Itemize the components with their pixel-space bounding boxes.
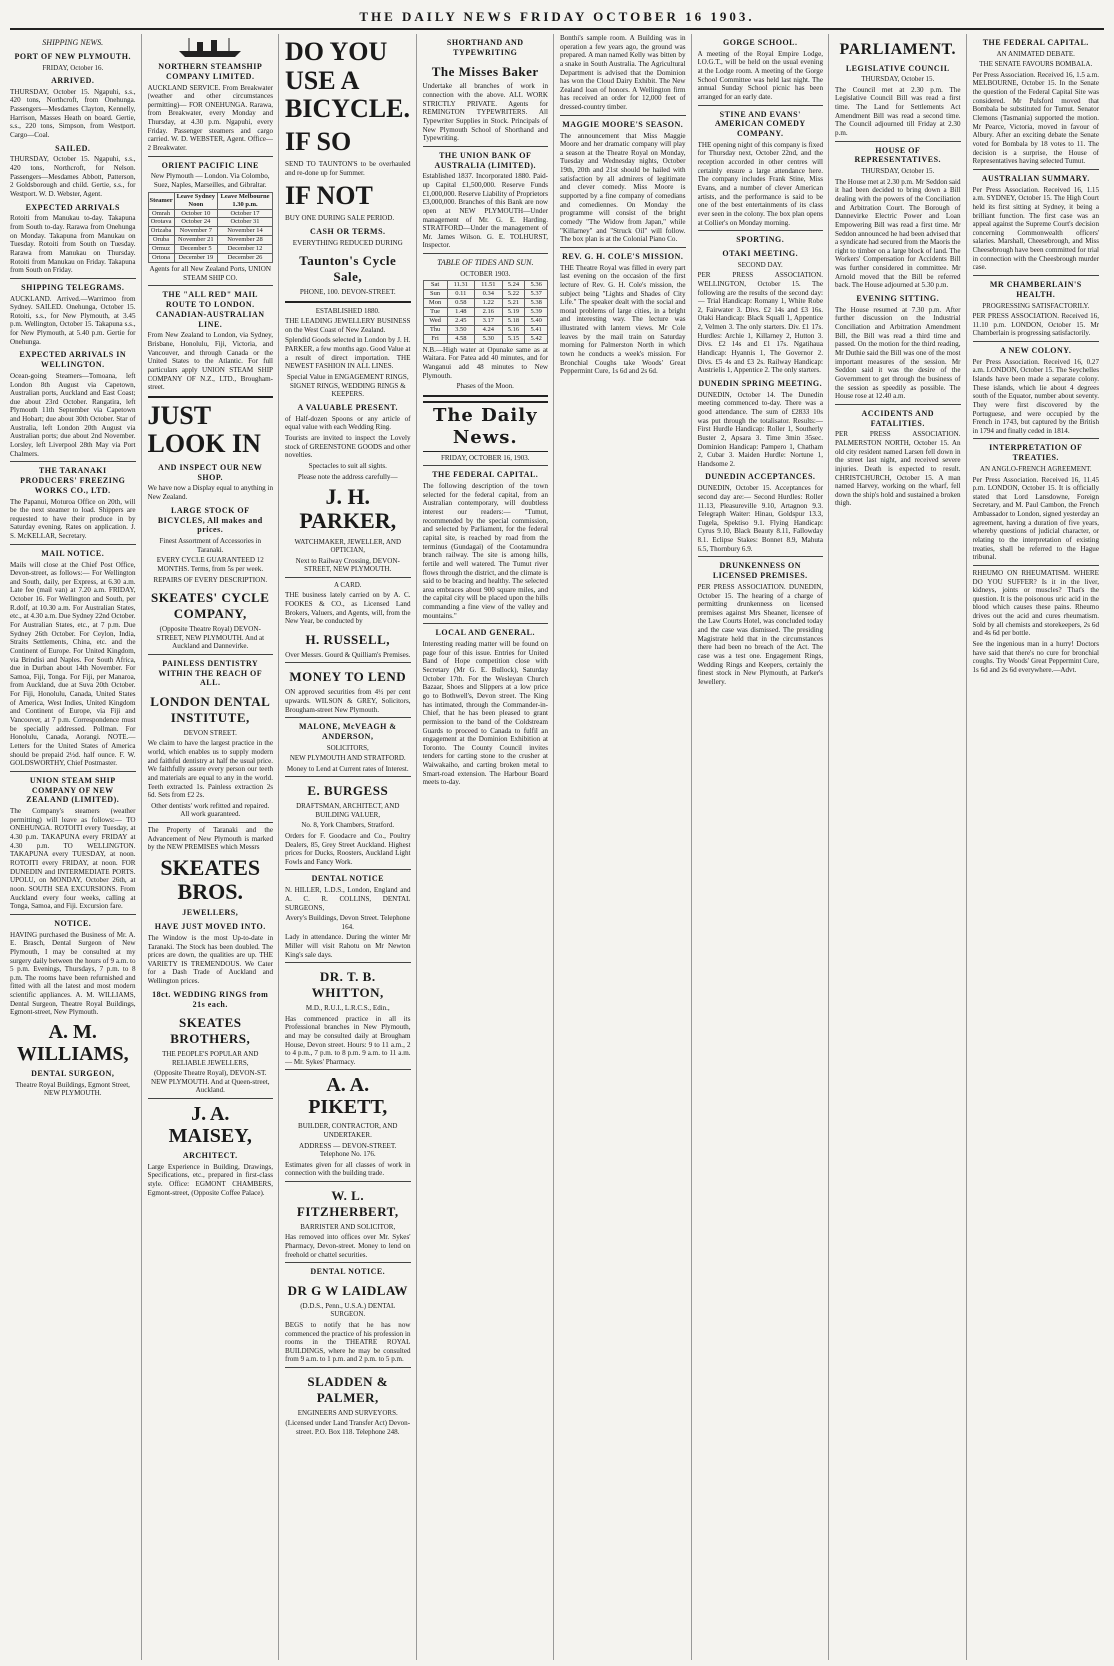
ldi-notice: Other dentists' work refitted and repaired. All work guaranteed. <box>151 801 270 819</box>
skb2-address: (Opposite Theatre Royal), DEVON-ST. NEW PLYMOUTH. And at Queen-street, Auckland. <box>150 1069 270 1095</box>
tides-cell: 3.17 <box>475 317 502 326</box>
jil-sub: AND INSPECT OUR NEW SHOP. <box>158 462 263 482</box>
taunton-sale: Taunton's Cycle Sale, <box>299 253 397 285</box>
spectacles-line: Spectacles to suit all sights. <box>308 461 387 470</box>
ifso-body: SEND TO TAUNTON'S to be overhauled and re-done up for Summer. <box>285 160 411 178</box>
divider <box>698 230 824 231</box>
skb2-name: SKEATES BROTHERS, <box>170 1015 251 1047</box>
sailing-row <box>148 209 273 218</box>
whitton-name: DR. T. B. WHITTON, <box>311 969 384 1001</box>
laidlaw-name: DR G W LAIDLAW <box>287 1283 408 1298</box>
card-body: THE business lately carried on by A. C. FOOKES & CO., as Licensed Land Brokers, Valuers, and Agents, will, from the New Year, be conducted by <box>285 591 411 626</box>
skb-body: The Window is the most Up-to-date in Taranaki. The Stock has been doubled. The prices are down, the qualities are up. THE VARIETY IS TREMENDOUS. We Cater for a Dash Trade of Auckland and Wellington prices. <box>147 933 273 986</box>
fitz-body: Has removed into offices over Mr. Sykes' Pharmacy, Devon-street. Money to lend on freehold or chattel securities. <box>285 1233 411 1259</box>
tides-cell: 5.42 <box>525 334 548 343</box>
sailing-cell: Ortona <box>148 254 174 263</box>
tides-cell: Wed <box>423 317 447 326</box>
cash-terms: CASH OR TERMS. <box>309 226 386 236</box>
tides-cell: Mon <box>423 299 447 308</box>
divider <box>285 717 411 718</box>
union-bank-body: Established 1837. Incorporated 1880. Paid-up Capital £1,500,000. Reserve Funds £1,000,000. Reserve Liability of Proprietors £3,000,000. Branches of this Bank are now open at NEW PLYMOUTH—Under management of Mr. G. E. Harding. STRATFORD—Under the management of Mr. James Wilson. G. E. TOLHURST, Inspector. <box>422 172 548 250</box>
skeates-cycle-name: SKEATES' CYCLE COMPANY, <box>151 590 270 622</box>
tides-cell: 5.18 <box>502 317 525 326</box>
maggie-heading: MAGGIE MOORE'S SEASON. <box>562 119 684 129</box>
baker-body: Undertake all branches of work in connection with the above. ALL WORK STRICTLY PRIVATE. Agents for REMINGTON TYPEWRITERS. All Typewriter Supplies in Stock. Principals of New Plymouth School of Shorthand and Typewriting. <box>422 82 548 143</box>
laidlaw-body: BEGS to notify that he has now commenced the practice of his profession in rooms in the THEATRE ROYAL BUILDINGS, where he may be consulted from 9 a.m. to 1 p.m. and 2 p.m. to 5 p.m. <box>285 1320 411 1364</box>
telegrams-heading: SHIPPING TELEGRAMS. <box>21 282 125 292</box>
council-body: The Council met at 2.30 p.m. The Legislative Council Bill was read a first time. The Land for Settlements Act Amendment Bill was read a second time. The Council adjourned till Friday at 2.30 p.m. <box>835 85 961 137</box>
divider <box>423 465 549 466</box>
tides-row <box>423 334 548 343</box>
skb-name: SKEATES BROS. <box>160 855 261 905</box>
taunton-address: PHONE, 100. DEVON-STREET. <box>299 288 396 296</box>
sailing-cell: October 31 <box>218 218 273 227</box>
notice-text: HAVING purchased the Business of Mr. A. E. Brasch, Dental Surgeon of New Plymouth, I may be consulted at my surgery daily between the hours of 9 a.m. to 5 p.m. Evenings, Thursdays, 7 p.m. to 8 p.m. The rooms have been refurnished and fitted with all the latest and most modern scientific appliances. A. M. WILLIAMS, Dental Surgeon, Theatre Royal Buildings, Egmont-street, New Plymouth. <box>10 930 136 1017</box>
sailing-cell: November 7 <box>174 227 217 236</box>
tides-month: OCTOBER 1903. <box>460 269 511 278</box>
divider <box>698 556 824 557</box>
divider <box>285 776 411 777</box>
divider <box>835 404 961 405</box>
nssco-text: AUCKLAND SERVICE. From Breakwater (weather and other circumstances permitting)— FOR ONEHUNGA. Rarawa, from Breakwater, every Monday and Thursday, at 4.30 p.m. Ngapuhi, every Friday. Passenger steamers and cargo carried. W. D. WEBSTER, Agent. Office—2 Breakwater. <box>147 83 273 152</box>
stine-body: THE opening night of this company is fixed for Thursday next, October 22nd, and the reception accorded in other centres will certainly ensure a large attendance here. The company includes Frank Stine, Miss Evans, and a number of clever American artists, and the performance is said to be one of the best entertainments of its class ever seen in the colony. The box plan opens at Collier's on Monday morning. <box>697 140 823 227</box>
tides-heading: TABLE OF TIDES AND SUN. <box>437 258 534 268</box>
daily-news-date: FRIDAY, OCTOBER 16, 1903. <box>440 453 530 462</box>
federal-heading: THE FEDERAL CAPITAL. <box>432 470 539 480</box>
divider <box>148 396 274 398</box>
tides-cell: 5.36 <box>525 281 548 290</box>
otaki-heading: OTAKI MEETING. <box>722 249 799 258</box>
tides-cell: 2.45 <box>447 317 474 326</box>
chamberlain-body: PER PRESS ASSOCIATION. Received 16, 11.10 p.m. LONDON, October 15. Mr Chamberlain is progressing satisfactorily. <box>972 312 1099 338</box>
tides-row <box>423 290 548 299</box>
freezing-text: The Papanui, Moturoa Office on 20th, will be the next steamer to load. Shippers are requested to have their produce in by Saturday evening. Rates on application. J. S. McKELLAR, Secretary. <box>10 497 136 541</box>
tides-cell: 0.58 <box>447 299 474 308</box>
ifnot-heading: IF NOT <box>285 180 373 210</box>
wellington-text: Ocean-going Steamers—Tomoana, left London 8th August via Capetown, Australian ports, Auckland and East Coast; due about 23rd October. Rangatira, left Plymouth 11th September via Capetown and Hobart; due about 30th October. Star of Australia, left London 20th August via Australian ports; due about 2nd November. Lorsley, left Liverpool 28th May via Port Chalmers. <box>10 371 136 458</box>
ifso-heading: IF SO <box>285 126 352 156</box>
mail-text: Mails will close at the Chief Post Office, Devon-street, as follows:— For Wellington and South, daily, per Express, at 6.30 a.m. Late fee (mail van) at 7.20 a.m. FRIDAY, October 16. For Wellington and South, per R.dolf, at 10.30 a.m. For Australian States, etc., at 4.30 a.m. Due Sydney 22nd October. For Australian States, etc., at 7 p.m. Due Sydney 26th October. For Ceylon, India, Straits Settlements, China, etc. and the Continent of Europe. For United Kingdom, via Brindisi and Naples. For South Africa, due in Durban about 14th November. For Samoa, Fiji, Tonga. For Fiji, per Manaroa, from Auckland, due at Suva 20th October. For Fiji, Honolulu, Canada, United States of America, West Indies, United Kingdom and Continent of Europe, via Fiji and Vancouver, at 7 p.m. Correspondence must be specially addressed. Pollman. For Honolulu, Canada, Aorangi. NOTE.—Letters for the United States of America should be prepaid 2½d. half ounce. F. W. GOLDSWORTHY, Chief Postmaster. <box>10 560 136 768</box>
sailing-cell: Leave Melbourne 1.30 p.m. <box>218 192 273 209</box>
tides-cell: 5.38 <box>525 299 548 308</box>
parker-intro: THE LEADING JEWELLERY BUSINESS on the West Coast of New Zealand. <box>285 317 411 334</box>
williams-name: A. M. WILLIAMS, <box>16 1020 129 1065</box>
divider <box>973 169 1100 170</box>
tides-cell: 5.15 <box>502 334 525 343</box>
divider <box>10 544 136 545</box>
repairs-line: REPAIRS OF EVERY DESCRIPTION. <box>153 575 268 584</box>
ldi-address: DEVON STREET. <box>183 728 237 737</box>
tides-cell: 11.31 <box>447 281 474 290</box>
tides-cell: 1.22 <box>475 299 502 308</box>
hiller-address: Avery's Buildings, Devon Street. Telephone 164. <box>285 914 410 931</box>
sailing-cell: Steamer <box>148 192 174 209</box>
parliament-heading: PARLIAMENT. <box>839 41 956 58</box>
sladden-sub: ENGINEERS AND SURVEYORS. <box>297 1408 398 1417</box>
aus-summary-body: Per Press Association. Received 16, 1.15 a.m. SYDNEY, October 15. The High Court held its first sitting at Sydney, it being a brilliant function. The first case was an appeal against the Supreme Court's decision concerning Commonwealth officers' salaries. Marshall, Cheesebrough, and Miss Cheesebrough have been committed for trial in connection with the Cheesbrough murder case. <box>972 185 1099 272</box>
sailing-cell: November 14 <box>218 227 273 236</box>
baker-name: The Misses Baker <box>431 63 539 79</box>
parker-address: Next to Railway Crossing, DEVON-STREET, NEW PLYMOUTH. <box>295 556 400 574</box>
wedding-rings-line: 18ct. WEDDING RINGS from 21s each. <box>152 989 269 1009</box>
gorge-heading: GORGE SCHOOL. <box>722 38 798 47</box>
federal-body: The following description of the town selected for the federal capital, from an Australian contemporary, will doubtless interest our readers:— "Tumut, recommended by the special commission, and selected by Parliament, for the federal capital site, is reached by road from the terminus (Gundagai) of the Cootamundra branch railway. The site is among hills, fertile and well watered. The Tumut river flows through the district, and the climate is said to be bracing and healthy. The selected area embraces about 900 square miles, and the capital city will be placed upon the hills commanding a fine view of the valley and mountains." <box>422 482 548 620</box>
guarantee-line: EVERY CYCLE GUARANTEED 12 MONTHS. Terms, from 5s per week. <box>156 556 264 573</box>
divider <box>423 623 549 624</box>
laidlaw-heading: DENTAL NOTICE. <box>310 1267 386 1277</box>
sailing-cell: Omrah <box>148 209 174 218</box>
arrived-text: THURSDAY, October 15. Ngapuhi, s.s., 420 tons, Northcroft, from Onehunga. Passengers—Mesdames Clayton, Kennelly, Harrison, Masses Heath on board. Gertie, s.s., 220 tons, Simpson, from Westport. Cargo—Coal. <box>10 87 136 139</box>
fed-capital-body: Per Press Association. Received 16, 1.5 a.m. MELBOURNE, October 15. In the Senate the question of the Federal Capital Site was considered. Mr Pulsford moved that Bombala be substituted for Tumut. Senator Clemons (Tasmania) supported the motion. Mr Pearce, Victoria, moved in favour of Albury. After an exciting debate the Senate voted for Bombala by 18 votes to 11. The decision is a surprise, the House of Representatives having selected Tumut. <box>972 70 1099 166</box>
expected-heading: EXPECTED ARRIVALS <box>25 202 120 212</box>
parker-body: Splendid Goods selected in London by J. H. PARKER, a few months ago. Good Value at a result of direct importation. THE NEWEST FASHION IN ALL LINES. <box>285 336 411 371</box>
divider <box>285 662 411 663</box>
divider <box>560 115 686 116</box>
divider <box>698 105 824 106</box>
usco-text: The Company's steamers (weather permitting) will leave as follows:— TO ONEHUNGA. ROTOITI every Tuesday, at 4.30 p.m. TAKAPUNA every FRIDAY at 4.30 p.m. TO WELLINGTON. TAKAPUNA every TUESDAY, at noon. ROTOITI every FRIDAY, at noon. FOR DUNEDIN and INTERMEDIATE PORTS. UPOLU, on MONDAY, October 26th, at noon. SOUTH SEA EXCURSIONS. From Auckland every four weeks, calling at Tonga, Samoa, and Fiji. Excursion fare. <box>10 807 136 911</box>
tides-cell: 4.24 <box>475 326 502 335</box>
tides-cell: 5.41 <box>525 326 548 335</box>
tides-table <box>423 280 549 343</box>
expected-text: Rotoiti from Manukau to-day. Takapuna from South to-day. Rarawa from Onehunga on Monday. Takapuna from Manukau on Tuesday. Rotoiti from South on Tuesday. Rarawa from Manukau on Thursday. Rotoiti from Manukau on Friday. Takapuna from South on Friday. <box>10 214 136 275</box>
burgess-sub: DRAFTSMAN, ARCHITECT, AND BUILDING VALUER, <box>296 802 400 819</box>
divider <box>285 1181 411 1182</box>
pikett-name: A. A. PIKETT, <box>308 1074 388 1119</box>
whitton-body: Has commenced practice in all its Professional branches in New Plymouth, and may be consulted daily at Brougham House, Devon street. Hours: 9 to 11 a.m., 2 to 4 p.m., 7 p.m. to 8 p.m. 9 a.m. to 11 a.m. — Mr. Sykes' Pharmacy. <box>285 1014 411 1066</box>
column-4 <box>423 34 555 1660</box>
mail-heading: MAIL NOTICE. <box>41 548 105 558</box>
freezing-heading: THE TARANAKI PRODUCERS' FREEZING WORKS CO., LTD. <box>20 466 126 495</box>
nssco-heading: NORTHERN STEAMSHIP COMPANY LIMITED. <box>158 62 263 81</box>
sailing-cell: Leave Sydney Noon <box>174 192 217 209</box>
column-5 <box>560 34 692 1660</box>
russell-name: H. RUSSELL, <box>305 631 391 647</box>
sailing-cell: October 17 <box>218 209 273 218</box>
daily-news-title: The Daily News. <box>423 401 549 452</box>
malone-name: MALONE, McVEAGH & ANDERSON, <box>298 722 397 742</box>
skb-moved: HAVE JUST MOVED INTO. <box>154 922 266 932</box>
burgess-address: No. 8, York Chambers, Stratford. <box>301 821 395 830</box>
accidents-heading: ACCIDENTS AND FATALITIES. <box>861 408 934 428</box>
divider <box>285 1069 411 1070</box>
address-note: Please note the address carefully— <box>297 472 398 481</box>
pikett-sub: BUILDER, CONTRACTOR, AND UNDERTAKER. <box>298 1122 398 1139</box>
sailed-heading: SAILED. <box>55 143 91 153</box>
chamberlain-sub: PROGRESSING SATISFACTORILY. <box>982 301 1090 310</box>
orient-text: New Plymouth — London. Via Colombo, Suez, Naples, Marseilles, and Gibraltar. <box>150 172 270 190</box>
treaties-body: Per Press Association. Received 16, 11.45 p.m. LONDON, October 15. It is officially stated that Lord Lansdowne, Foreign Secretary, and M. Paul Cambon, the French Ambassador to London, signed yesterday an agreement, having a duration of five years, whereby questions of judicial character, or relating to the interpretation of existing treaties, shall be referred to the Hague tribunal. <box>972 475 1099 562</box>
goodacre-text: Orders for F. Goodacre and Co., Poultry Dealers, 85, Grey Street Auckland. Highest prices for Ducks, Roosters, Auckland Light Fowls and Fancy Work. <box>285 831 411 866</box>
hiller-name: N. HILLER, L.D.S., London, England and A. C. R. COLLINS, DENTAL SURGEONS, <box>285 886 411 912</box>
tides-cell: Thu <box>423 326 447 335</box>
cole-body: THE Theatre Royal was filled in every part last evening on the occasion of the first lecture of Rev. G. H. Cole's mission, the subject being "Lights and Shades of City Life." The speaker dealt with the social and moral problems of large cities, in a bright and interesting way. The lecture was illustrated with lantern views. Mr Cole leaves by the mail train on Saturday morning for Palmerston North in which town he conducts a week's mission. For Bronchial Coughs take Woods' Great Peppermint Cure, 1s 6d and 2s 6d. <box>560 263 686 376</box>
tides-cell: 5.39 <box>525 308 548 317</box>
malone-body: Money to Lend at Current rates of Interest. <box>286 764 409 773</box>
dunedin-body: DUNEDIN, October 14. The Dunedin meeting commenced to-day. There was a good attendance. The sum of £2833 10s was put through the totalisator. Results:— First Hurdle Handicap: Roller 1, Southerly Buster 2, Apsara 3. Time 3min 35sec. Dominion Handicap: Pampero 1, Chatham 2, Cubar 3. Maiden Hurdle: Nortune 1, Handsome 2. <box>697 390 823 468</box>
present-body: of Half-dozen Spoons or any article of equal value with each Wedding Ring. <box>285 414 411 432</box>
divider <box>148 822 274 823</box>
house-date: THURSDAY, October 15. <box>861 167 935 176</box>
burgess-name: E. BURGESS <box>307 783 389 799</box>
divider <box>148 285 274 286</box>
divider <box>148 1098 274 1099</box>
divider <box>285 962 411 963</box>
divider <box>10 461 136 462</box>
column-1 <box>10 34 142 1660</box>
sailing-row <box>148 192 273 209</box>
fed-capital-sub: AN ANIMATED DEBATE. <box>996 49 1075 58</box>
sailing-row <box>148 254 273 263</box>
cpr-text: From New Zealand to London, via Sydney, Brisbane, Honolulu, Fiji, Victoria, and Vancouver, and through Canada or the United States to the Atlantic. For full particulars apply UNION STEAM SHIP COMPANY OF N.Z., LTD., Brougham-street. <box>147 331 273 392</box>
telegrams-text: AUCKLAND. Arrived.—Warrimoo from Sydney. SAILED. Onehunga, October 15. Rotoiti, s.s., for New Plymouth, at 3.45 p.m. Wellington, October 15. Takapuna s.s., for New Plymouth, at 5.40 p.m. Gertie for Onehunga. <box>10 294 136 346</box>
sailing-cell: December 5 <box>174 245 217 254</box>
ldi-name: LONDON DENTAL INSTITUTE, <box>150 694 271 725</box>
sailing-row <box>148 218 273 227</box>
sladden-name: SLADDEN & PALMER, <box>307 1374 389 1405</box>
malone-sub: SOLICITORS, <box>326 743 369 752</box>
column-3 <box>285 34 417 1660</box>
drunk-heading: DRUNKENNESS ON LICENSED PREMISES. <box>712 561 808 581</box>
tides-cell: 5.30 <box>475 334 502 343</box>
column-8 <box>973 34 1105 1660</box>
moon-heading: Phases of the Moon. <box>456 382 514 391</box>
gorge-body: A meeting of the Royal Empire Lodge, I.O.G.T., will be held on the usual evening at the Lodge room. A meeting of the Gorge School Committee was held last night. The annual Sunday School picnic has been arranged for an early date. <box>697 49 823 101</box>
sailing-cell: Orotava <box>148 218 174 227</box>
date-line: FRIDAY, October 16. <box>42 63 104 72</box>
tides-cell: 3.50 <box>447 326 474 335</box>
evening-body: The House resumed at 7.30 p.m. After further discussion on the Industrial Conciliation and Arbitration Amendment Bill, the Bill was read a third time and passed. On the motion for the third reading, Mr Duthie said the Bill was one of the most important measures of the session. Mr Seddon said it was the desire of the Government to get through the business of the session as speedily as possible. The House rose at 12.40 a.m. <box>835 305 961 401</box>
tides-cell: 5.16 <box>502 326 525 335</box>
skeates-address: (Opposite Theatre Royal) DEVON-STREET, NEW PLYMOUTH. And at Auckland and Dannevirke. <box>156 624 265 651</box>
tides-cell: 0.11 <box>447 290 474 299</box>
ldi-body: We claim to have the largest practice in the world, which enables us to supply modern and faithful dentistry at half the usual price. We faithfully assure every person our teeth and materials are equal to any in the world. Teeth extracted 1s. Painless extraction 2s 6d. Sets from £2 2s. <box>147 739 273 800</box>
sailing-cell: Oruba <box>148 236 174 245</box>
union-bank-heading: THE UNION BANK OF AUSTRALIA (LIMITED). <box>434 150 537 170</box>
sailing-row <box>148 227 273 236</box>
divider <box>10 771 136 772</box>
pikett-address: ADDRESS — DEVON-STREET. Telephone No. 176. <box>299 1141 397 1159</box>
tides-cell: 11.51 <box>475 281 502 290</box>
tides-cell: 5.21 <box>502 299 525 308</box>
masthead: THE DAILY NEWS FRIDAY OCTOBER 16 1903. <box>10 6 1104 30</box>
tides-cell: 5.37 <box>525 290 548 299</box>
tides-cell: 1.48 <box>447 308 474 317</box>
doyou-heading: DO YOU USE A BICYCLE. <box>285 37 410 124</box>
established-line: ESTABLISHED 1880. <box>315 306 380 315</box>
divider <box>285 301 411 303</box>
sailing-cell: Ormuz <box>148 245 174 254</box>
sailing-row <box>148 236 273 245</box>
aus-summary-heading: AUSTRALIAN SUMMARY. <box>981 173 1090 183</box>
tides-note: N.B.—High water at Opunake same as at Waitara. For Patea add 40 minutes, and for Wanganui add 48 minutes to New Plymouth. <box>422 345 548 380</box>
tides-cell: Sat <box>423 281 447 290</box>
skb2-sub: THE PEOPLE'S POPULAR AND RELIABLE JEWELLERS, <box>162 1049 259 1067</box>
acceptances-heading: DUNEDIN ACCEPTANCES. <box>705 472 816 482</box>
notice-heading: NOTICE. <box>54 918 92 928</box>
sailing-cell: October 10 <box>174 209 217 218</box>
money-heading: MONEY TO LEND <box>289 669 407 685</box>
shorthand-heading: SHORTHAND AND TYPEWRITING <box>446 38 524 57</box>
fed-capital-sub2: THE SENATE FAVOURS BOMBALA. <box>979 60 1093 69</box>
orient-footer: Agents for all New Zealand Ports, UNION STEAM SHIP CO. <box>149 265 272 282</box>
tides-cell: 0.34 <box>475 290 502 299</box>
columns <box>10 34 1104 1660</box>
jil-body: We have now a Display equal to anything in New Zealand. <box>147 484 274 502</box>
cpr-heading: THE "ALL RED" MAIL ROUTE TO LONDON. CANADIAN-AUSTRALIAN LINE. <box>155 290 265 329</box>
accidents-body: PER PRESS ASSOCIATION. PALMERSTON NORTH, October 15. An old city resident named Larsen fell down in the street last night, and received severe injuries. Death is expected to result. CHRISTCHURCH, October 15. A man named Harvey, working on the wharf, fell down the ship's hold and sustained a broken thigh. <box>835 430 961 508</box>
otaki-sub: SECOND DAY. <box>737 260 783 269</box>
fitz-sub: BARRISTER AND SOLICITOR, <box>300 1222 396 1231</box>
sporting-heading: SPORTING. <box>736 235 785 245</box>
ifnot-body: BUY ONE DURING SALE PERIOD. <box>285 214 395 223</box>
reduced-line: EVERYTHING REDUCED DURING <box>292 238 403 247</box>
tides-cell: Sun <box>423 290 447 299</box>
tides-row <box>423 317 548 326</box>
divider <box>285 1367 411 1368</box>
divider <box>148 156 274 157</box>
house-heading: HOUSE OF REPRESENTATIVES. <box>854 145 942 165</box>
treaties-heading: INTERPRETATION OF TREATIES. <box>989 443 1083 463</box>
maisey-body: Large Experience in Building, Drawings, Specifications, etc., prepared in first-class style. Office: EGMONT CHAMBERS, Egmont-street, (Opposite Coffee Palace). <box>147 1162 273 1197</box>
jil-heading: JUST LOOK IN <box>147 400 261 459</box>
tides-cell: 2.16 <box>475 308 502 317</box>
column-2 <box>148 34 280 1660</box>
sailing-cell: November 21 <box>174 236 217 245</box>
local-body: Interesting reading matter will be found on page four of this issue. Entries for United Band of Hope competition close with Secretary (Mr G. E. Bullock), Saturday October 17th. For the Wesleyan Church Bazaar, Shoes and Slippers at a low price go to Bothwell's, Devon street. The King has intimated, through the Commander-in-Chief, that he has been pleased to grant permission to the band of the Coldstream Guards to proceed to Canada to fulfil an engagement at the Dominion Exhibition at Toronto. The County Council invites tenders for carting stone to the crusher at Waiwakaiho, and carting broken metal to Smart-road extension. The Harbour Board meets to-day. <box>422 640 548 787</box>
cole-heading: REV. G. H. COLE'S MISSION. <box>562 251 684 261</box>
divider <box>285 577 411 578</box>
divider <box>285 1262 411 1263</box>
dental-heading: DENTAL NOTICE <box>311 874 384 884</box>
money-body: ON approved securities from 4½ per cent upwards. WILSON & GREY, Solicitors, Brougham-street New Plymouth. <box>285 688 411 714</box>
skb-intro: The Property of Taranaki and the Advancement of New Plymouth is marked by the NEW PREMISES which Messrs <box>147 826 273 852</box>
council-date: THURSDAY, October 15. <box>861 75 935 84</box>
tides-cell: 5.24 <box>502 281 525 290</box>
fitz-name: W. L. FITZHERBERT, <box>296 1188 399 1219</box>
sailing-cell: December 12 <box>218 245 273 254</box>
dental-address: Theatre Royal Buildings, Egmont Street, NEW PLYMOUTH. <box>15 1080 130 1098</box>
parker-sub: WATCHMAKER, JEWELLER, AND OPTICIAN, <box>294 537 402 555</box>
colony-body: Per Press Association. Received 16, 0.27 a.m. LONDON, October 15. The Seychelles Islands have been made a separate colony. These islands, which lie about 4 degrees south of the Equator, number about seventy. They were first discovered by the Portuguese, and were occupied by the French in 1743, but captured by the British in 1794 and finally ceded in 1814. <box>972 357 1099 435</box>
sailing-table <box>148 192 274 263</box>
dental-title: DENTAL SURGEON, <box>31 1068 115 1078</box>
sample-text: Bonthi's sample room. A Building was in operation a few years ago, the ground was prepared. A man named Kelly was bitten by a snake in South Australia. The Agricultural Department is advised that the Dominion has won the Cloud Dairy Exhibit. The New Zealand loan of honors. A Wellington firm has received an order for 12,000 feet of dressed-country timber. <box>560 34 686 112</box>
divider <box>10 278 136 279</box>
local-heading: LOCAL AND GENERAL. <box>435 628 535 638</box>
colony-heading: A NEW COLONY. <box>1000 345 1072 355</box>
evening-heading: EVENING SITTING. <box>856 294 940 303</box>
column-7 <box>835 34 967 1660</box>
section-title: SHIPPING NEWS. <box>42 38 104 47</box>
bicycles-line: LARGE STOCK OF BICYCLES, All makes and prices. <box>157 505 263 535</box>
acceptances-body: DUNEDIN, October 15. Acceptances for second day are:— Second Hurdles: Roller 11.13, Pleasureville 9.10, Artagnon 9.3. Telegraph Waiter: Hinau, Goldspur 13.3, Tugela, Spektiso 9.1. Flying Handicap: Cyrus 9.10, Black Beauty 8.11, Fallowday 8.1. Eclipse Stakes: Bonnet 8.9, Mahuta 6.5, Thornbury 6.9. <box>697 484 823 553</box>
drunk-body: PER PRESS ASSOCIATION. DUNEDIN, October 15. The hearing of a charge of permitting drunkenness on licensed premises against Mrs Sheaner, licensee of the Law Courts Hotel, was concluded today and the case was dismissed. The presiding Magistrate held that in the circumstances there had been no breach of the Act. The case was a test one. Engagement Rings, Wedding Rings and Keepers, certainly the finest stock in New Plymouth, at Parker's Jewellery. <box>697 582 823 686</box>
steamship-icon <box>175 36 245 58</box>
special-line: Special Value in ENGAGEMENT RINGS, SIGNET RINGS, WEDDING RINGS & KEEPERS. <box>286 373 409 399</box>
divider <box>973 438 1100 439</box>
card-heading: A CARD. <box>333 580 362 589</box>
divider <box>10 914 136 915</box>
rheumo-ad: RHEUMO ON RHEUMATISM. WHERE DO YOU SUFFER? Is it in the liver, kidneys, joints or muscles? That's the question. It is the poisonous uric acid in the blood which causes these pains. Rheumo drives out the acid and cures rheumatism. Sold by all chemists and storekeepers, 2s 6d and 4s 6d per bottle. <box>972 568 1099 638</box>
tides-row <box>423 308 548 317</box>
painless-heading: PAINLESS DENTISTRY WITHIN THE REACH OF ALL. <box>158 658 263 688</box>
stine-heading: STINE AND EVANS' AMERICAN COMEDY COMPANY. <box>714 109 806 139</box>
house-body: The House met at 2.30 p.m. Mr Seddon said it had been decided to bring down a Bill dealing with the powers of the Conciliation and Arbitration Court. The Borough of Dannevirke Electric Power and Loan Empowering Bill was read a first time. Mr Seddon announced he had been advised that a syndicate had secured from the Maoris the right to timber on a large block of land. The Workers' Compensation for Accidents Bill was further considered in committee. Mr Arnold moved that the Bill be referred back. The House adjourned at 5.30 p.m. <box>835 177 961 290</box>
skb-sub: JEWELLERS, <box>182 908 239 918</box>
sladden-address: (Licensed under Land Transfer Act) Devon-street. P.O. Box 118. Telephone 248. <box>285 1419 411 1437</box>
sailing-cell: December 19 <box>174 254 217 263</box>
divider <box>423 253 549 254</box>
divider <box>973 341 1100 342</box>
sailing-row <box>148 245 273 254</box>
russell-address: Over Messrs. Gourd & Quilliam's Premises. <box>285 650 411 659</box>
pikett-body: Estimates given for all classes of work in connection with the building trade. <box>285 1160 411 1178</box>
column-6 <box>698 34 830 1660</box>
treaties-sub: AN ANGLO-FRENCH AGREEMENT. <box>979 464 1092 473</box>
tides-cell: 5.40 <box>525 317 548 326</box>
arrived-heading: ARRIVED. <box>51 76 95 86</box>
divider <box>973 565 1100 566</box>
maisey-name: J. A. MAISEY, <box>168 1102 252 1147</box>
tides-cell: Fri <box>423 334 447 343</box>
present-heading: A VALUABLE PRESENT. <box>297 402 398 412</box>
usco-heading: UNION STEAM SHIP COMPANY OF NEW ZEALAND (LIMITED). <box>26 775 120 805</box>
fed-capital-heading: THE FEDERAL CAPITAL. <box>982 38 1089 47</box>
hiller-body: Lady in attendance. During the winter Mr Miller will visit Rahotu on Mr Newton King's sale days. <box>285 933 411 959</box>
divider <box>560 247 686 248</box>
divider <box>973 275 1100 276</box>
divider <box>423 395 549 397</box>
chamberlain-heading: MR CHAMBERLAIN'S HEALTH. <box>989 280 1082 299</box>
malone-address: NEW PLYMOUTH AND STRATFORD. <box>289 754 406 763</box>
tides-cell: 5.22 <box>502 290 525 299</box>
sailing-cell: November 28 <box>218 236 273 245</box>
visitors-text: Tourists are invited to inspect the Lovely stock of GREENSTONE GOODS and other novelties. <box>285 433 411 460</box>
sailing-cell: Orizaba <box>148 227 174 236</box>
divider <box>423 146 549 147</box>
tides-row <box>423 326 548 335</box>
divider <box>148 654 274 655</box>
sailing-cell: December 26 <box>218 254 273 263</box>
port-title: PORT OF NEW PLYMOUTH. <box>14 51 131 61</box>
accessories-line: Finest Assortment of Accessories in Taranaki. <box>159 537 262 554</box>
tides-cell: 4.58 <box>447 334 474 343</box>
tides-cell: 5.19 <box>502 308 525 317</box>
sailed-text: THURSDAY, October 15. Ngapuhi, s.s., 420 tons, Northcroft, for Nelson. Passengers—Mesdames Abbott, Patterson, 2 Goldsborough and child. Gertie, s.s., for Westport. W. D. Webster, Agent. <box>10 155 136 198</box>
whitton-sub: M.D., R.U.I., L.R.C.S., Edin., <box>305 1004 390 1013</box>
tides-row <box>423 299 548 308</box>
wellington-heading: EXPECTED ARRIVALS IN WELLINGTON. <box>19 350 127 370</box>
divider <box>285 869 411 870</box>
parker-name: J. H. PARKER, <box>299 484 397 534</box>
laidlaw-sub: (D.D.S., Penn., U.S.A.) DENTAL SURGEON. <box>300 1301 396 1319</box>
maisey-sub: ARCHITECT. <box>182 1150 238 1160</box>
peppermint-ad: See the ingenious man in a hurry! Doctors have said that there's no cure for bronchial coughs. Try Woods' Great Peppermint Cure, 1s 6d and 2s 6d everywhere.—Advt. <box>972 640 1099 674</box>
divider <box>835 141 961 142</box>
sailing-cell: October 24 <box>174 218 217 227</box>
orient-heading: ORIENT PACIFIC LINE <box>161 160 259 170</box>
maggie-body: The announcement that Miss Maggie Moore and her dramatic company will play a season at the Theatre Royal on Monday, Tuesday and Wednesday nights, October 19th, 20th and 21st should be hailed with satisfaction by all admirers of legitimate and clever comedy. Miss Moore is supported by a fine company of comedians and comediennes. On Monday the programme will consist of the bright comedy "The Widow from Japan," while "Killarney" and "Struck Oil" will follow. The box plan is at the Colonial Piano Co. <box>560 131 686 244</box>
tides-cell: Tue <box>423 308 447 317</box>
dunedin-heading: DUNEDIN SPRING MEETING. <box>698 378 823 388</box>
council-heading: LEGISLATIVE COUNCIL <box>845 63 950 73</box>
tides-row <box>423 281 548 290</box>
otaki-body: PER PRESS ASSOCIATION. WELLINGTON, October 15. The following are the results of the second day:— Trial Handicap: Romany 1, White Robe 2, Fairwater 3. Divs. £2 14s and £3 16s. Otaki Handicap: Black Squall 1, Appentice 2, Velmen 3. The only starters. Div. £1 17s. Hurdles: Archie 1, Killarney 2, Hutton 3. Divs. £2 14s and £1 17s. Ngatihaua Handicap: Hyannis 1, The Governor 2. Divs. £5 4s and £3 2s. Railway Handicap: Austrielis 1, Appentice 2. The only starters. <box>697 271 823 375</box>
